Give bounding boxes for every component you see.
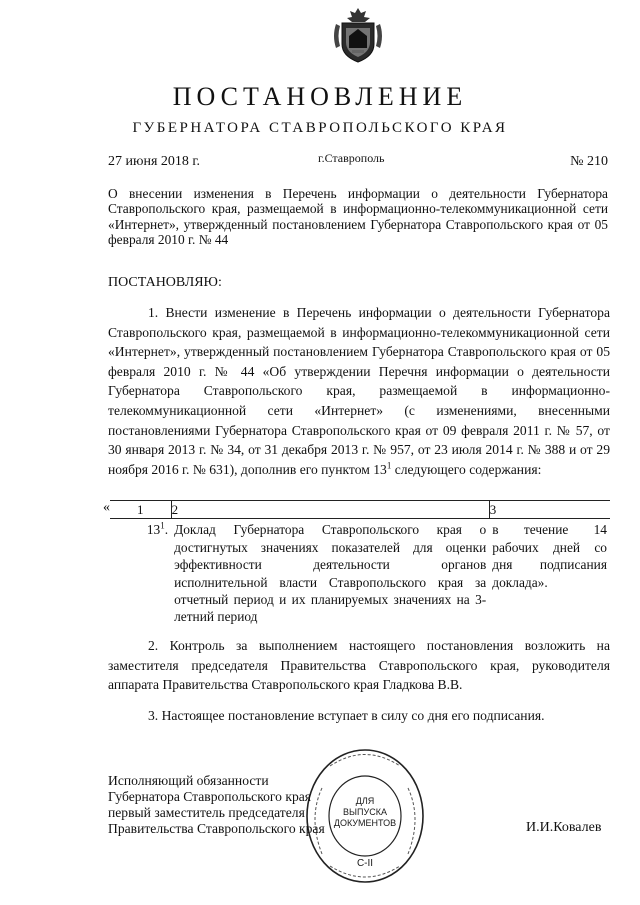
stamp-line-3: ДОКУМЕНТОВ xyxy=(333,818,397,828)
stamp-line-2: ВЫПУСКА xyxy=(343,807,387,817)
decree-word: ПОСТАНОВЛЯЮ: xyxy=(108,275,222,290)
document-subject: О внесении изменения в Перечень информации о деятельности Губернатора Ставропольского края, размещаемой в информационно-телекоммуникационной сети «Интернет», утвержденный постановлением Губернатора Ставропольского края от 05 февраля 2010 г. № 44 xyxy=(108,186,608,248)
stamp-code: С-II xyxy=(356,858,374,869)
row-number-superscript: 1 xyxy=(160,520,165,531)
paragraph-2: 2. Контроль за выполнением настоящего постановления возложить на заместителя председателя Правительства Ставропольского края, руководителя аппарата Правительства Ставропольского края Гладкова В.В. xyxy=(108,638,610,693)
paragraph-3: 3. Настоящее постановление вступает в силу со дня его подписания. xyxy=(148,708,545,723)
table-header-cell-3: 3 xyxy=(489,501,610,519)
paragraph-1-superscript: 1 xyxy=(386,460,392,471)
coat-of-arms-emblem-icon xyxy=(330,6,386,66)
document-title: ПОСТАНОВЛЕНИЕ xyxy=(172,82,468,111)
amendment-table xyxy=(110,500,610,626)
signature-line-1: Исполняющий обязанности xyxy=(108,773,269,788)
row-deadline-cell: в течение 14 рабочих дней со дня подписания доклада». xyxy=(492,522,607,590)
signature-line-2: Губернатора Ставропольского края xyxy=(108,789,312,804)
signer-name: И.И.Ковалев xyxy=(526,820,602,835)
document-date: 27 июня 2018 г. xyxy=(108,154,201,169)
paragraph-1 xyxy=(108,303,610,479)
row-description-cell: Доклад Губернатора Ставропольского края о достигнутых значениях показателей для оценки эффективности деятельности органов исполнительной власти Ставропольского края за отчетный период и их планируемых значениях на 3-летний период xyxy=(174,522,487,625)
table-header-row xyxy=(110,501,610,519)
document-number: № 210 xyxy=(570,154,608,169)
signature-line-4: Правительства Ставропольского края xyxy=(108,821,325,836)
document-city: г.Ставрополь xyxy=(318,151,385,165)
table-open-quote: « xyxy=(103,500,110,515)
paragraph-1-tail: следующего содержания: xyxy=(391,461,542,477)
row-number-cell xyxy=(110,519,171,626)
signature-block xyxy=(108,773,325,837)
document-subtitle: ГУБЕРНАТОРА СТАВРОПОЛЬСКОГО КРАЯ xyxy=(132,120,508,136)
signature-line-3: первый заместитель председателя xyxy=(108,805,305,820)
stamp-line-1: ДЛЯ xyxy=(355,796,375,806)
table-header-cell-2: 2 xyxy=(171,501,489,519)
paragraph-1-text: 1. Внести изменение в Перечень информации о деятельности Губернатора Ставропольского края, размещаемой в информационно-телекоммуникационной сети «Интернет», утвержденный постановлением Губернатора Ставропольского края от 05 февраля 2010 г. № 44 «Об утверждении Перечня информации о деятельности Губернатора Ставропольского края, размещаемой в информационно-телекоммуникационной сети «Интернет» (с изменениями, внесенными постановлениями Губернатора Ставропольского края от 09 февраля 2011 г. № 57, от 30 января 2013 г. № 34, от 31 декабря 2013 г. № 957, от 23 июля 2014 г. № 388 и от 29 ноября 2016 г. № 631), дополнив его пунктом 13 xyxy=(108,305,610,477)
table-header-cell-1: 1 xyxy=(110,501,171,519)
row-number-tail: . xyxy=(164,522,169,538)
row-number: 13 xyxy=(146,522,161,538)
table-row xyxy=(110,519,610,626)
